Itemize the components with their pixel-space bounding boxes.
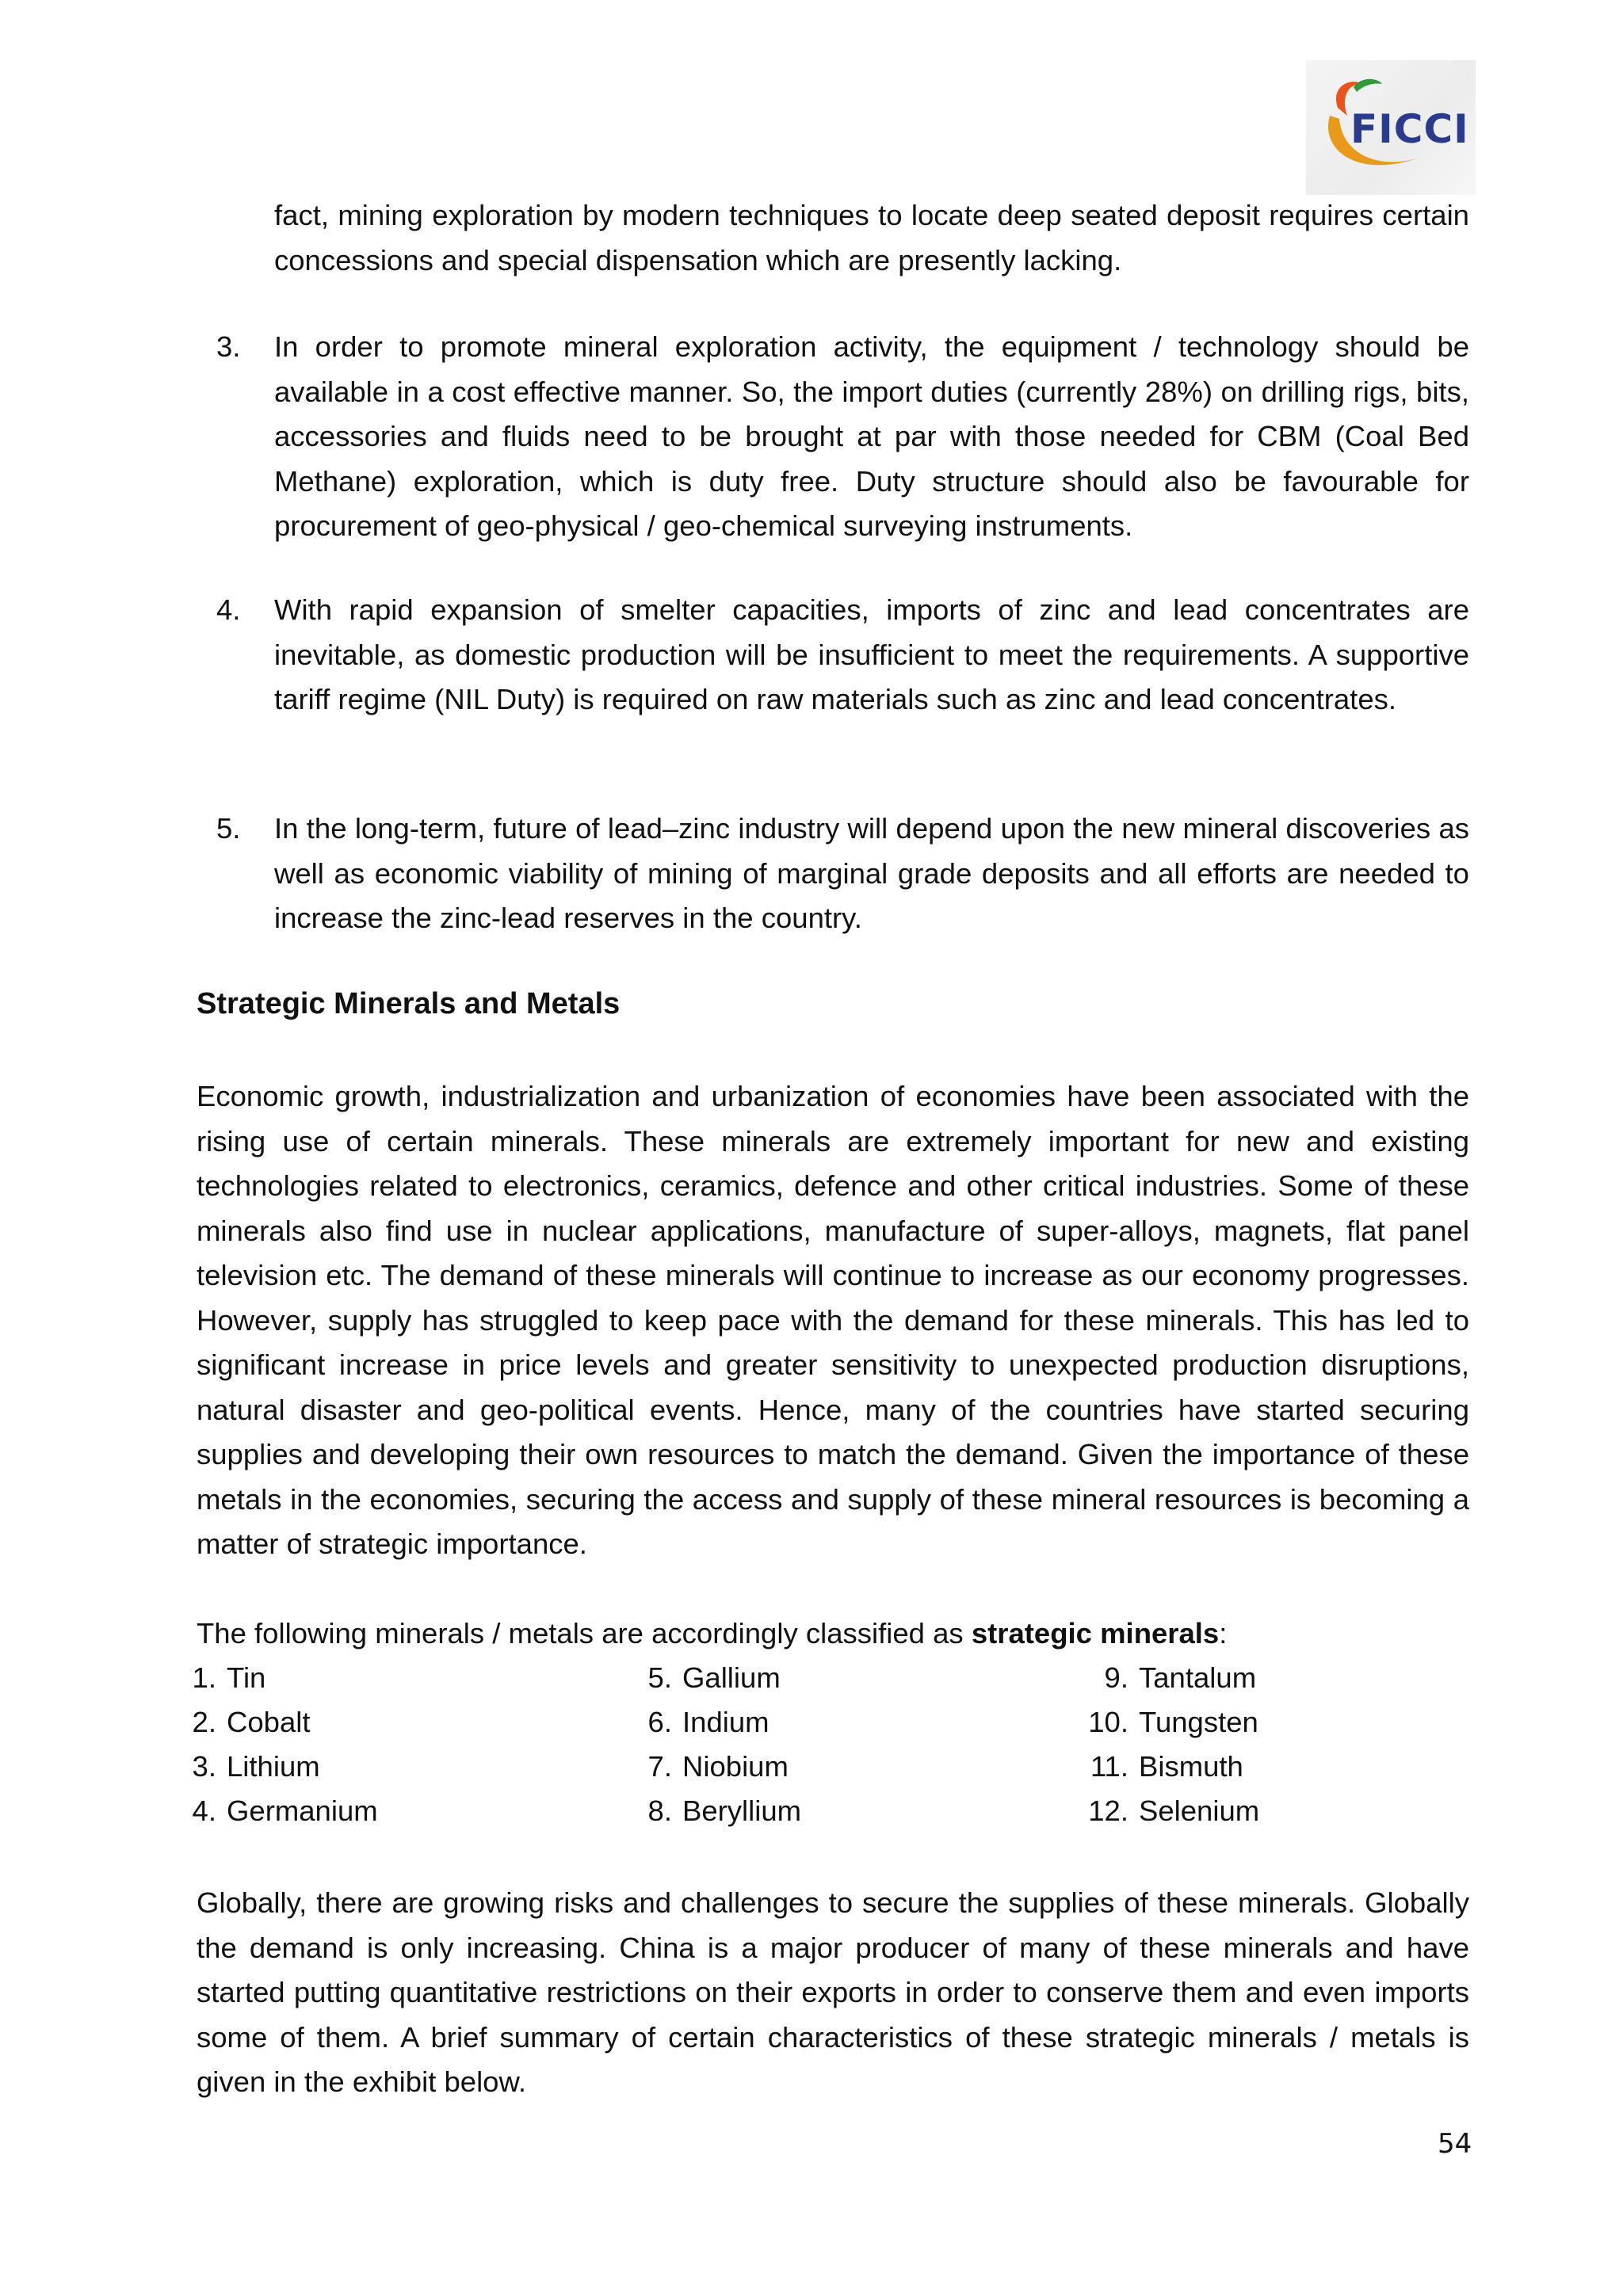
mineral-number: 6. [647,1706,672,1738]
mineral-name: Bismuth [1139,1750,1243,1783]
mineral-number: 8. [647,1794,672,1827]
page-number: 54 [1438,2128,1472,2160]
intro-tail: : [1219,1617,1228,1650]
section-heading: Strategic Minerals and Metals [197,987,621,1020]
list-item-number: 4. [216,593,241,626]
list-item-text: In the long-term, future of lead–zinc industry will depend upon the new mineral discoveries as well as economic viability of mining of marginal grade deposits and all efforts are needed to increase the zinc-lead reserves in the country. [274,812,1469,934]
mineral-name: Germanium [227,1794,378,1827]
minerals-intro [197,1611,1227,1657]
mineral-name: Cobalt [227,1706,311,1738]
ficci-logo [1306,60,1476,195]
logo-text: FICCI [1350,106,1469,152]
mineral-name: Indium [682,1706,769,1738]
mineral-number: 2. [192,1706,216,1738]
mineral-number: 10. [1088,1706,1128,1738]
mineral-name: Beryllium [682,1794,802,1827]
economic-paragraph: Economic growth, industrialization and urbanization of economies have been associated with the rising use of certain minerals. These minerals are extremely important for new and existing technologies related to electronics, ceramics, defence and other critical industries. Some of these minerals also find use in nuclear applications, manufacture of super-alloys, magnets, flat panel television etc. The demand of these minerals will continue to increase as our economy progresses. However, supply has struggled to keep pace with the demand for these minerals. This has led to significant increase in price levels and greater sensitivity to unexpected production disruptions, natural disaster and geo-political events. Hence, many of the countries have started securing supplies and developing their own resources to match the demand. Given the importance of these metals in the economies, securing the access and supply of these mineral resources is becoming a matter of strategic importance. [197,1080,1469,1560]
mineral-name: Gallium [682,1661,781,1694]
list-item-number: 5. [216,812,241,845]
mineral-name: Tungsten [1139,1706,1258,1738]
mineral-name: Niobium [682,1750,789,1783]
mineral-number: 9. [1104,1661,1128,1694]
list-item-text: In order to promote mineral exploration activity, the equipment / technology should be available in a cost effective manner. So, the import duties (currently 28%) on drilling rigs, bits, accessories and fluids need to be brought at par with those needed for CBM (Coal Bed Methane) exploration, which is duty free. Duty structure should also be favourable for procurement of geo-physical / geo-chemical surveying instruments. [274,330,1469,542]
mineral-name: Selenium [1139,1794,1260,1827]
continuation-paragraph: fact, mining exploration by modern techniques to locate deep seated deposit requires certain concessions and special dispensation which are presently lacking. [274,199,1469,277]
mineral-name: Tin [227,1661,266,1694]
mineral-number: 7. [647,1750,672,1783]
mineral-name: Tantalum [1139,1661,1257,1694]
intro-bold: strategic minerals [971,1617,1220,1650]
mineral-number: 1. [192,1661,216,1694]
mineral-number: 3. [192,1750,216,1783]
list-item-number: 3. [216,330,241,363]
mineral-name: Lithium [227,1750,320,1783]
intro-text: The following minerals / metals are accordingly classified as [197,1617,972,1650]
mineral-number: 4. [192,1794,216,1827]
mineral-number: 11. [1090,1750,1128,1783]
mineral-number: 5. [647,1661,672,1694]
mineral-number: 12. [1088,1794,1128,1827]
global-paragraph: Globally, there are growing risks and challenges to secure the supplies of these minerals. Globally the demand is only increasing. China is a major producer of many of these minerals and have started putting quantitative restrictions on their exports in order to conserve them and even imports some of them. A brief summary of certain characteristics of these strategic minerals / metals is given in the exhibit below. [197,1886,1469,2098]
list-item-text: With rapid expansion of smelter capacities, imports of zinc and lead concentrates are inevitable, as domestic production will be insufficient to meet the requirements. A supportive tariff regime (NIL Duty) is required on raw materials such as zinc and lead concentrates. [274,593,1469,715]
